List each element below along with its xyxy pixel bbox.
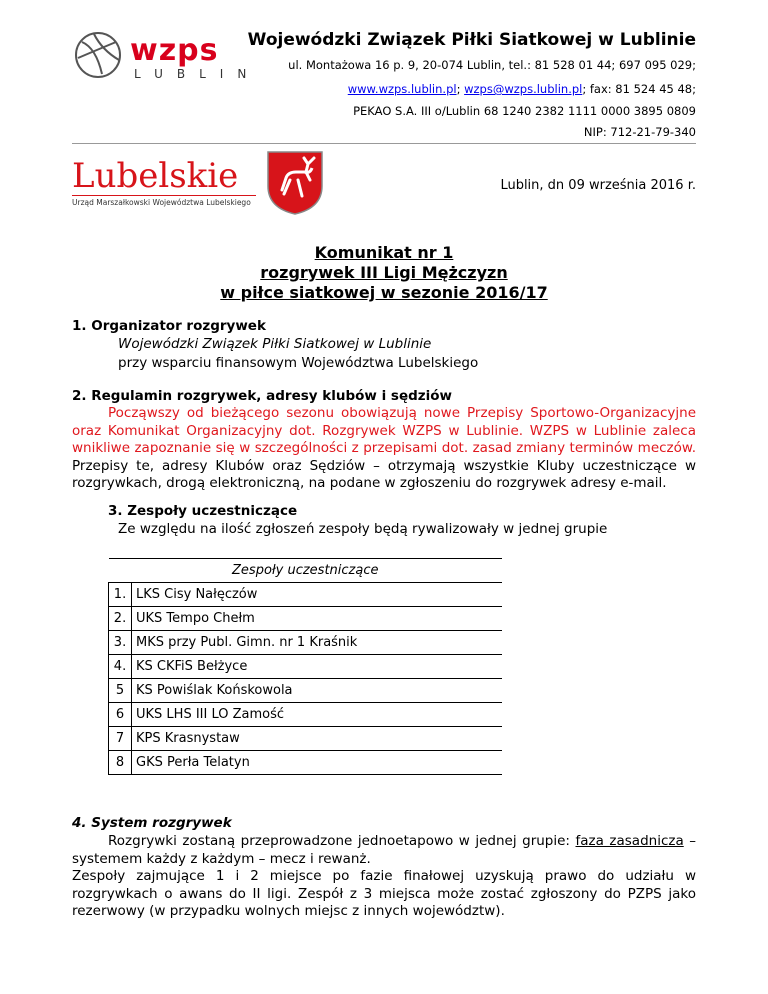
- section-2-info: Przepisy te, adresy Klubów oraz Sędziów – otrzymają wszystkie Kluby uczestniczące w rozgrywkach, drogą elektroniczną, na podane w zgłoszeniu do rozgrywek adresy e-mail.: [72, 457, 696, 491]
- team-number: 8: [109, 751, 132, 775]
- website-link[interactable]: www.wzps.lublin.pl: [347, 82, 457, 96]
- section-2-heading: 2. Regulamin rozgrywek, adresy klubów i sędziów: [72, 388, 452, 404]
- section-4-phase: faza zasadnicza: [575, 833, 684, 849]
- org-title: Wojewódzki Związek Piłki Siatkowej w Lublinie: [247, 30, 696, 50]
- section-1-organizer: Wojewódzki Związek Piłki Siatkowej w Lublinie: [118, 336, 432, 352]
- table-row: [109, 655, 503, 679]
- contacts-separator: ;: [456, 82, 465, 96]
- section-4-text-b: – systemem każdy z każdym – mecz i rewanż.: [72, 833, 697, 867]
- team-number: 5: [109, 679, 132, 703]
- table-row: [109, 727, 503, 751]
- team-number: 1.: [109, 583, 132, 607]
- sponsor-logo-text: Lubelskie: [72, 156, 239, 196]
- logo-word: wzps: [130, 33, 219, 68]
- team-number: 7: [109, 727, 132, 751]
- volleyball-icon: [72, 30, 124, 80]
- table-row: [109, 583, 503, 607]
- section-4-paragraph-2: Zespoły zajmujące 1 i 2 miejsce po fazie finałowej uzyskują prawo do udziału w rozgrywkach o awans do II ligi. Zespół z 3 miejsca może zostać zgłoszony do PZPS jako rezerwowy (w przypadku wolnych miejsc z innych województw).: [72, 868, 696, 919]
- header-divider: [72, 143, 696, 144]
- title-line-3: w piłce siatkowej w sezonie 2016/17: [220, 283, 548, 302]
- sponsor-subtitle: Urząd Marszałkowski Województwa Lubelskiego: [72, 198, 251, 207]
- org-address: ul. Montażowa 16 p. 9, 20-074 Lublin, tel.: 81 528 01 44; 697 095 029;: [288, 58, 696, 72]
- team-name: MKS przy Publ. Gimn. nr 1 Kraśnik: [132, 631, 503, 655]
- team-number: 3.: [109, 631, 132, 655]
- section-4-heading: 4. System rozgrywek: [72, 815, 232, 831]
- wzps-logo: [72, 30, 261, 81]
- team-name: UKS Tempo Chełm: [132, 607, 503, 631]
- fax-text: ; fax: 81 524 45 48;: [582, 82, 696, 96]
- team-name: GKS Perła Telatyn: [132, 751, 503, 775]
- team-name: KS CKFiS Bełżyce: [132, 655, 503, 679]
- team-name: UKS LHS III LO Zamość: [132, 703, 503, 727]
- section-1-support: przy wsparciu finansowym Województwa Lubelskiego: [118, 355, 479, 371]
- section-3-heading: 3. Zespoły uczestniczące: [108, 503, 298, 519]
- table-row: [109, 703, 503, 727]
- teams-table: [108, 558, 502, 775]
- section-2-body: [72, 405, 696, 493]
- title-line-2: rozgrywek III Ligi Mężczyzn: [260, 263, 508, 282]
- section-3-intro: Ze względu na ilość zgłoszeń zespoły będą rywalizowały w jednej grupie: [118, 521, 608, 537]
- team-number: 2.: [109, 607, 132, 631]
- teams-table-header: Zespoły uczestniczące: [109, 559, 503, 583]
- logo-city: LUBLIN: [134, 67, 261, 81]
- document-date: Lublin, dn 09 września 2016 r.: [500, 178, 696, 193]
- bank-account: PEKAO S.A. III o/Lublin 68 1240 2382 1111 0000 3895 0809: [353, 104, 696, 118]
- table-row: [109, 631, 503, 655]
- section-1-heading: 1. Organizator rozgrywek: [72, 318, 266, 334]
- table-row: [109, 679, 503, 703]
- org-contacts: [348, 82, 696, 96]
- nip: NIP: 712-21-79-340: [583, 125, 696, 139]
- section-2-notice: Począwszy od bieżącego sezonu obowiązują nowe Przepisy Sportowo-Organizacyjne oraz Komunikat Organizacyjny dot. Rozgrywek WZPS w Lublinie. WZPS w Lublinie zaleca wnikliwe zapoznanie się w szczególności z przepisami dot. zasad zmiany terminów meczów.: [72, 405, 696, 456]
- table-row: [109, 751, 503, 775]
- teams-table-header-row: [109, 559, 503, 583]
- team-name: KPS Krasnystaw: [132, 727, 503, 751]
- team-name: KS Powiślak Końskowola: [132, 679, 503, 703]
- team-name: LKS Cisy Nałęczów: [132, 583, 503, 607]
- sponsor-divider: [72, 195, 256, 196]
- title-line-1: Komunikat nr 1: [314, 243, 454, 262]
- section-4-text-a: Rozgrywki zostaną przeprowadzone jednoetapowo w jednej grupie:: [108, 833, 576, 849]
- email-link[interactable]: wzps@wzps.lublin.pl: [464, 82, 583, 96]
- team-number: 6: [109, 703, 132, 727]
- section-4-paragraph-1: [72, 833, 696, 868]
- coat-of-arms-icon: [266, 150, 324, 216]
- table-row: [109, 607, 503, 631]
- team-number: 4.: [109, 655, 132, 679]
